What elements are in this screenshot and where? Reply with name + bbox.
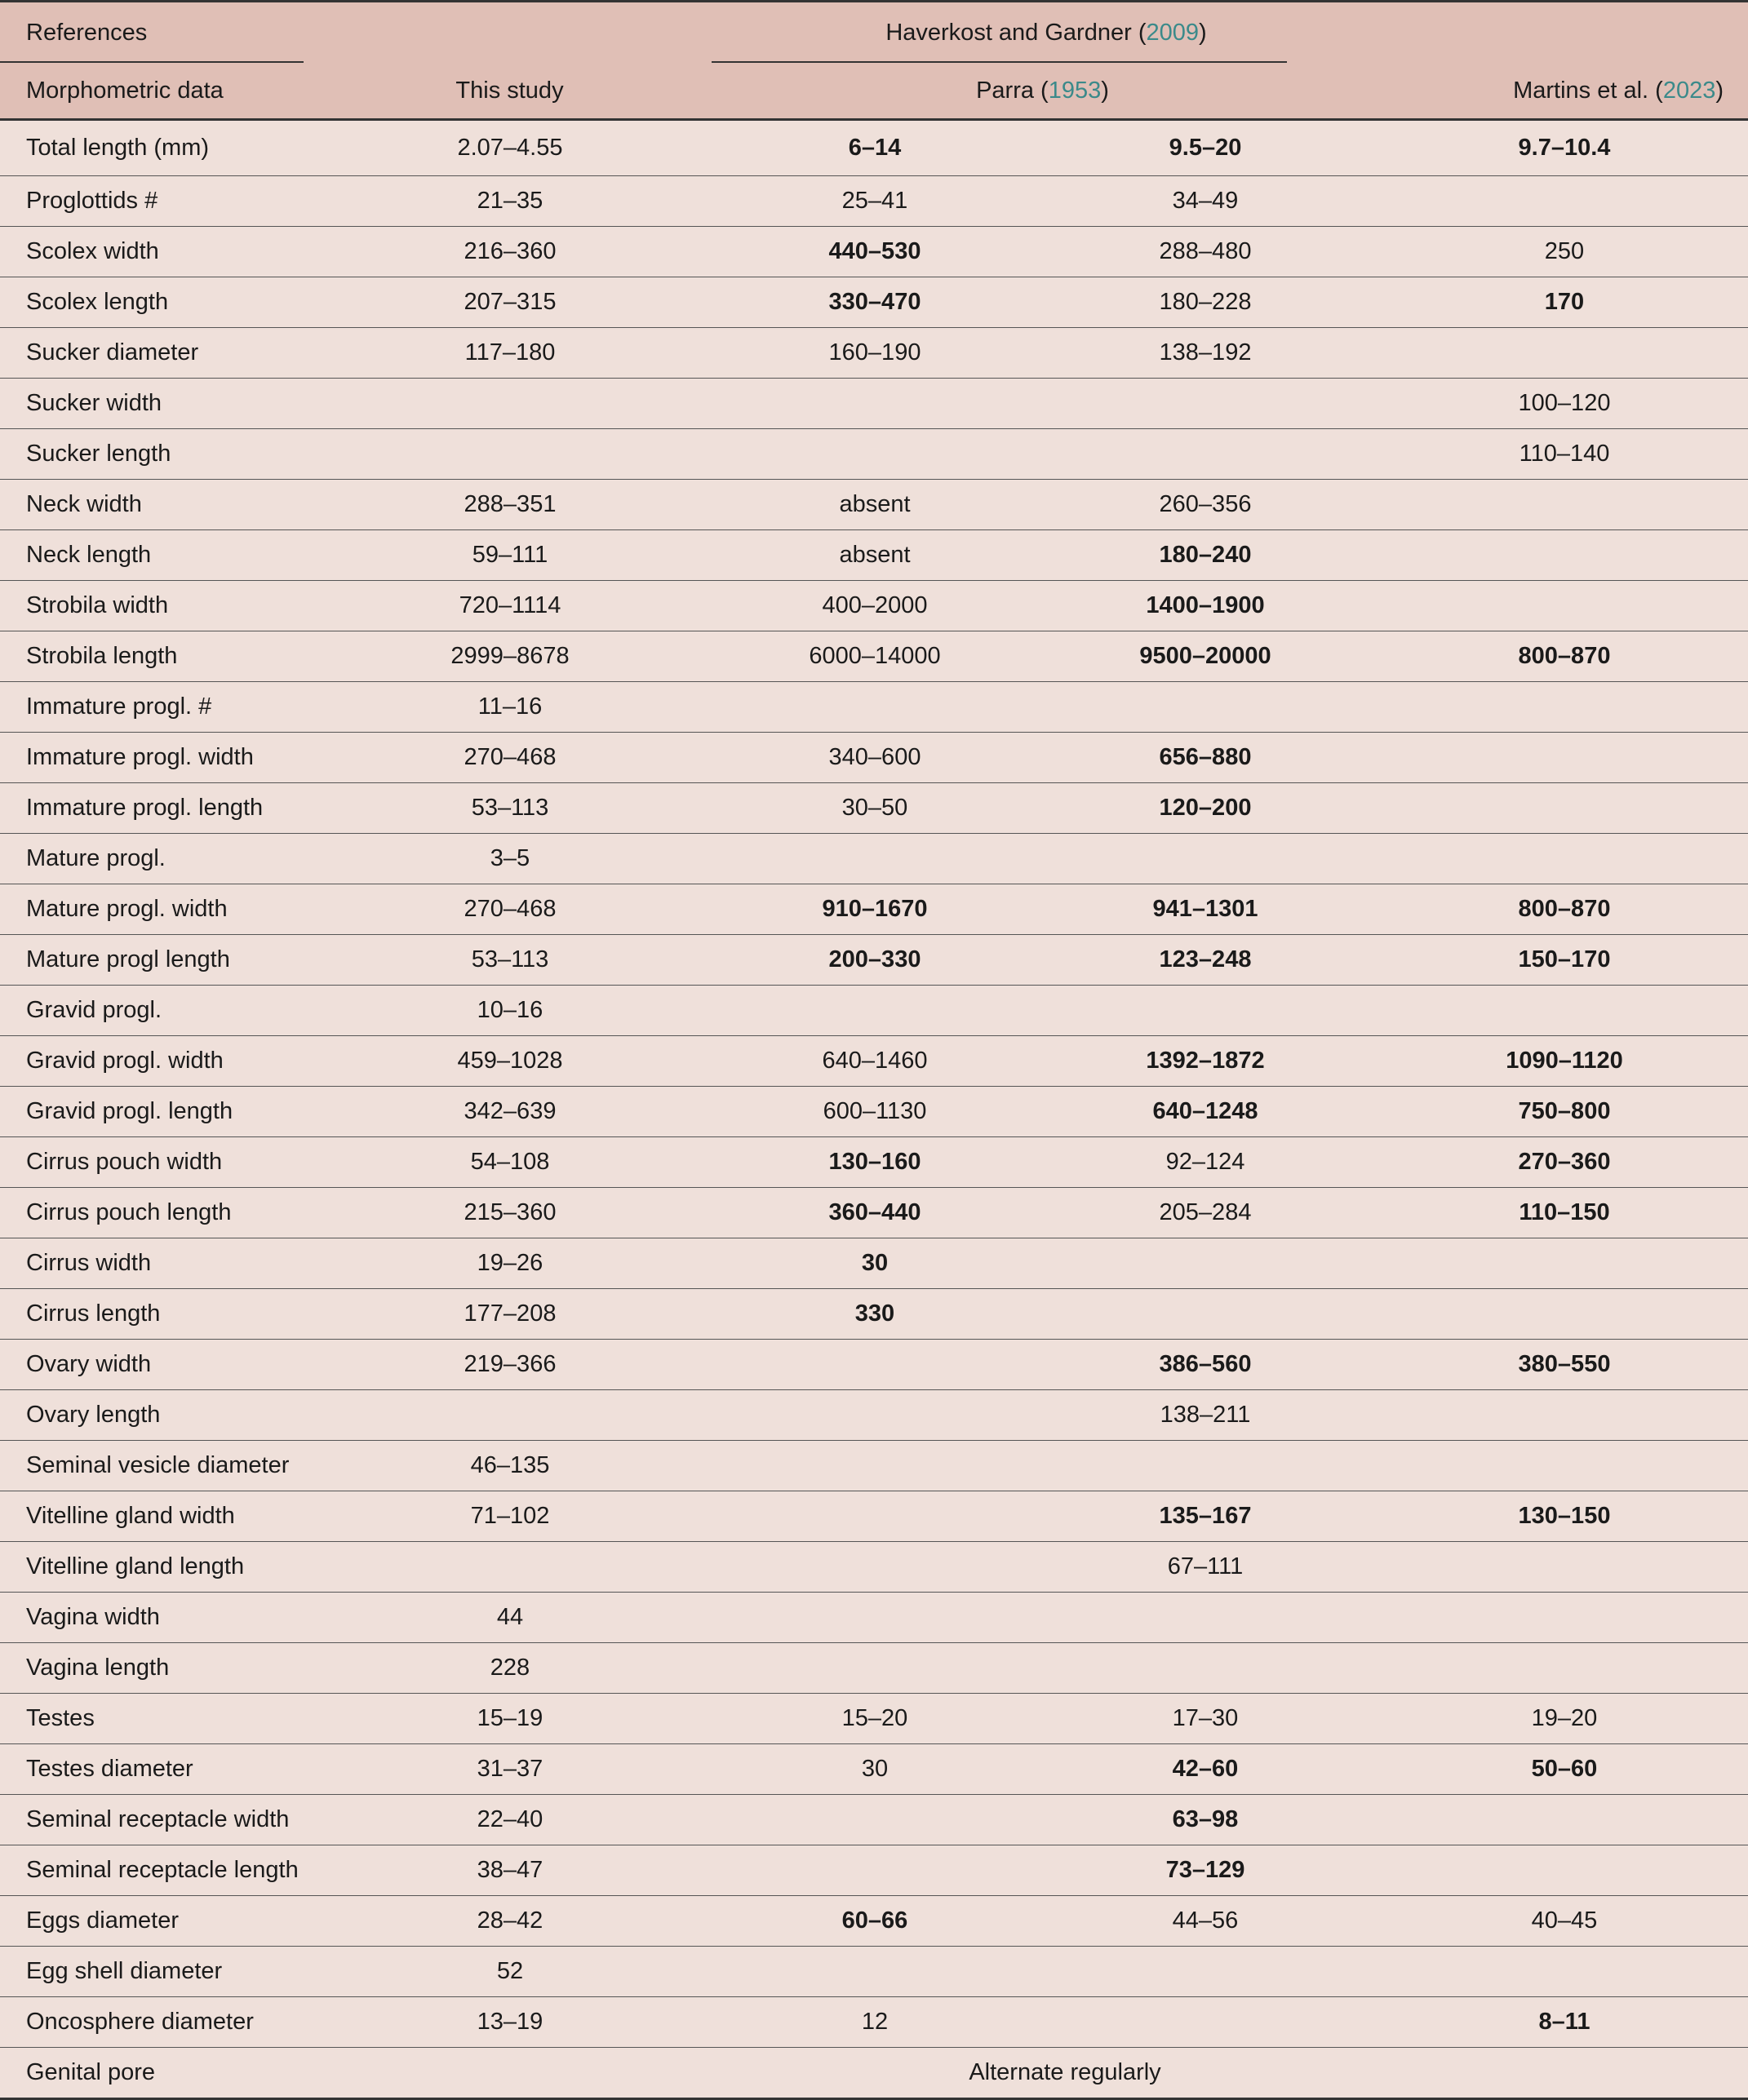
this-study-cell: 3–5 bbox=[308, 834, 712, 884]
row-label: Proglottids # bbox=[0, 176, 308, 227]
parra-cell-b bbox=[1038, 1643, 1381, 1694]
row-label: Cirrus pouch length bbox=[0, 1188, 308, 1238]
this-study-cell: 38–47 bbox=[308, 1845, 712, 1896]
martins-cell: 170 bbox=[1381, 277, 1748, 328]
parra-cell-a: 25–41 bbox=[712, 176, 1038, 227]
row-label: Ovary length bbox=[0, 1390, 308, 1441]
parra-cell-b: 205–284 bbox=[1038, 1188, 1381, 1238]
parra-cell-b: 138–192 bbox=[1038, 328, 1381, 379]
this-study-cell: 459–1028 bbox=[308, 1036, 712, 1087]
parra-cell-b: 9.5–20 bbox=[1038, 120, 1381, 176]
this-study-cell: 11–16 bbox=[308, 682, 712, 733]
parra-cell-b: 260–356 bbox=[1038, 480, 1381, 530]
row-label: Gravid progl. width bbox=[0, 1036, 308, 1087]
this-study-cell: 71–102 bbox=[308, 1491, 712, 1542]
parra-cell-b: 135–167 bbox=[1038, 1491, 1381, 1542]
parra-cell-b: 92–124 bbox=[1038, 1137, 1381, 1188]
parra-cell-a: 330 bbox=[712, 1289, 1038, 1340]
this-study-cell: 207–315 bbox=[308, 277, 712, 328]
martins-cell bbox=[1381, 733, 1748, 783]
parra-cell-b: 34–49 bbox=[1038, 176, 1381, 227]
martins-cell bbox=[1381, 176, 1748, 227]
table-row bbox=[0, 1542, 1748, 1593]
martins-cell bbox=[1381, 480, 1748, 530]
table-row bbox=[0, 1340, 1748, 1390]
table-row bbox=[0, 1238, 1748, 1289]
parra-cell-a: 30 bbox=[712, 1744, 1038, 1795]
this-study-cell: 720–1114 bbox=[308, 581, 712, 631]
row-label: Strobila width bbox=[0, 581, 308, 631]
parra-cell-b: 180–228 bbox=[1038, 277, 1381, 328]
parra-cell-a bbox=[712, 986, 1038, 1036]
martins-cell: 750–800 bbox=[1381, 1087, 1748, 1137]
martins-cell: 19–20 bbox=[1381, 1694, 1748, 1744]
table-row bbox=[0, 1643, 1748, 1694]
martins-cell bbox=[1381, 1643, 1748, 1694]
parra-cell-b: 67–111 bbox=[1038, 1542, 1381, 1593]
row-label: Mature progl. bbox=[0, 834, 308, 884]
this-study-cell: 21–35 bbox=[308, 176, 712, 227]
table-row bbox=[0, 1997, 1748, 2048]
this-study-cell: 2.07–4.55 bbox=[308, 120, 712, 176]
table-row bbox=[0, 120, 1748, 176]
table-row bbox=[0, 1188, 1748, 1238]
this-study-cell: 54–108 bbox=[308, 1137, 712, 1188]
row-label: Mature progl. width bbox=[0, 884, 308, 935]
parra-cell-a: 30–50 bbox=[712, 783, 1038, 834]
parra-cell-a: 15–20 bbox=[712, 1694, 1038, 1744]
parra-cell-a bbox=[712, 1795, 1038, 1845]
this-study-cell: 270–468 bbox=[308, 733, 712, 783]
this-study-cell: 19–26 bbox=[308, 1238, 712, 1289]
table-row bbox=[0, 1087, 1748, 1137]
table-row bbox=[0, 935, 1748, 986]
parra-cell-a bbox=[712, 429, 1038, 480]
martins-cell: 9.7–10.4 bbox=[1381, 120, 1748, 176]
martins-cell: 130–150 bbox=[1381, 1491, 1748, 1542]
martins-cell: 40–45 bbox=[1381, 1896, 1748, 1947]
parra-cell-a: 340–600 bbox=[712, 733, 1038, 783]
parra-cell-a: absent bbox=[712, 480, 1038, 530]
this-study-cell: 15–19 bbox=[308, 1694, 712, 1744]
row-label: Gravid progl. bbox=[0, 986, 308, 1036]
table-row bbox=[0, 1289, 1748, 1340]
row-label: Vagina length bbox=[0, 1643, 308, 1694]
martins-cell: 150–170 bbox=[1381, 935, 1748, 986]
parra-cell-a bbox=[712, 1643, 1038, 1694]
parra-cell-b: 44–56 bbox=[1038, 1896, 1381, 1947]
parra-cell-b: 42–60 bbox=[1038, 1744, 1381, 1795]
table-row bbox=[0, 733, 1748, 783]
parra-cell-b: 656–880 bbox=[1038, 733, 1381, 783]
martins-cell bbox=[1381, 1390, 1748, 1441]
parra-cell-a: 330–470 bbox=[712, 277, 1038, 328]
row-label: Sucker width bbox=[0, 379, 308, 429]
this-study-cell: 53–113 bbox=[308, 935, 712, 986]
references-header: References bbox=[0, 2, 308, 64]
parra-cell-a bbox=[712, 1491, 1038, 1542]
row-label: Seminal receptacle width bbox=[0, 1795, 308, 1845]
martins-cell bbox=[1381, 1542, 1748, 1593]
row-label: Ovary width bbox=[0, 1340, 308, 1390]
this-study-cell: 53–113 bbox=[308, 783, 712, 834]
martins-cell bbox=[1381, 1289, 1748, 1340]
parra-cell-a bbox=[712, 834, 1038, 884]
parra-cell-a bbox=[712, 1542, 1038, 1593]
parra-cell-b: 1400–1900 bbox=[1038, 581, 1381, 631]
parra-cell-a bbox=[712, 379, 1038, 429]
table-row bbox=[0, 1593, 1748, 1643]
this-study-cell: 59–111 bbox=[308, 530, 712, 581]
this-study-cell bbox=[308, 1390, 712, 1441]
table-row bbox=[0, 1744, 1748, 1795]
this-study-cell: 117–180 bbox=[308, 328, 712, 379]
row-label: Genital pore bbox=[0, 2048, 308, 2099]
this-study-cell: 44 bbox=[308, 1593, 712, 1643]
parra-cell-b bbox=[1038, 986, 1381, 1036]
this-study-cell bbox=[308, 1542, 712, 1593]
row-label: Neck width bbox=[0, 480, 308, 530]
martins-cell bbox=[1381, 783, 1748, 834]
parra-cell-a: 600–1130 bbox=[712, 1087, 1038, 1137]
table-row bbox=[0, 1896, 1748, 1947]
table-row bbox=[0, 530, 1748, 581]
citation-link-1953[interactable]: 1953 bbox=[1048, 77, 1102, 104]
this-study-cell: 228 bbox=[308, 1643, 712, 1694]
this-study-cell: 10–16 bbox=[308, 986, 712, 1036]
table-row bbox=[0, 1845, 1748, 1896]
table-row bbox=[0, 1795, 1748, 1845]
martins-cell bbox=[1381, 581, 1748, 631]
row-label: Gravid progl. length bbox=[0, 1087, 308, 1137]
parra-cell-a: 200–330 bbox=[712, 935, 1038, 986]
martins-cell: 270–360 bbox=[1381, 1137, 1748, 1188]
martins-cell: 1090–1120 bbox=[1381, 1036, 1748, 1087]
table-row bbox=[0, 1694, 1748, 1744]
this-study-cell: 52 bbox=[308, 1947, 712, 1997]
parra-cell-a: 60–66 bbox=[712, 1896, 1038, 1947]
parra-cell-a bbox=[712, 1390, 1038, 1441]
parra-cell-b: 17–30 bbox=[1038, 1694, 1381, 1744]
this-study-cell: 177–208 bbox=[308, 1289, 712, 1340]
this-study-cell: 216–360 bbox=[308, 227, 712, 277]
table-row bbox=[0, 884, 1748, 935]
table-row bbox=[0, 277, 1748, 328]
this-study-cell bbox=[308, 379, 712, 429]
parra-cell-b bbox=[1038, 1947, 1381, 1997]
morphometric-data-header: Morphometric data bbox=[0, 63, 308, 120]
parra-cell-a: 400–2000 bbox=[712, 581, 1038, 631]
table-row bbox=[0, 1491, 1748, 1542]
parra-cell-a bbox=[712, 1441, 1038, 1491]
martins-cell bbox=[1381, 834, 1748, 884]
row-label: Testes diameter bbox=[0, 1744, 308, 1795]
martins-cell bbox=[1381, 1441, 1748, 1491]
row-label: Eggs diameter bbox=[0, 1896, 308, 1947]
parra-cell-a: 360–440 bbox=[712, 1188, 1038, 1238]
header-row-columns bbox=[0, 63, 1748, 120]
this-study-cell: 46–135 bbox=[308, 1441, 712, 1491]
martins-cell bbox=[1381, 1238, 1748, 1289]
parra-cell-b bbox=[1038, 834, 1381, 884]
row-label: Vagina width bbox=[0, 1593, 308, 1643]
row-label: Mature progl length bbox=[0, 935, 308, 986]
parra-cell-b: 123–248 bbox=[1038, 935, 1381, 986]
row-label: Seminal vesicle diameter bbox=[0, 1441, 308, 1491]
martins-cell bbox=[1381, 1947, 1748, 1997]
parra-cell-b: 1392–1872 bbox=[1038, 1036, 1381, 1087]
parra-cell-a: 6000–14000 bbox=[712, 631, 1038, 682]
this-study-header: This study bbox=[308, 63, 712, 120]
martins-cell: 100–120 bbox=[1381, 379, 1748, 429]
parra-cell-b: 120–200 bbox=[1038, 783, 1381, 834]
row-label: Neck length bbox=[0, 530, 308, 581]
martins-cell: 800–870 bbox=[1381, 884, 1748, 935]
parra-cell-a: 130–160 bbox=[712, 1137, 1038, 1188]
parra-cell-a: 640–1460 bbox=[712, 1036, 1038, 1087]
row-label: Total length (mm) bbox=[0, 120, 308, 176]
row-label: Sucker length bbox=[0, 429, 308, 480]
row-label: Immature progl. length bbox=[0, 783, 308, 834]
table-row bbox=[0, 480, 1748, 530]
this-study-cell: 342–639 bbox=[308, 1087, 712, 1137]
parra-cell-a: 30 bbox=[712, 1238, 1038, 1289]
this-study-cell: 22–40 bbox=[308, 1795, 712, 1845]
table-row bbox=[0, 429, 1748, 480]
parra-cell-b: 941–1301 bbox=[1038, 884, 1381, 935]
row-label: Testes bbox=[0, 1694, 308, 1744]
table-row bbox=[0, 1947, 1748, 1997]
this-study-cell: 270–468 bbox=[308, 884, 712, 935]
table-row-genital-pore bbox=[0, 2048, 1748, 2099]
this-study-cell: 2999–8678 bbox=[308, 631, 712, 682]
table-row bbox=[0, 1036, 1748, 1087]
martins-cell bbox=[1381, 1845, 1748, 1896]
table-row bbox=[0, 1390, 1748, 1441]
table-row bbox=[0, 1441, 1748, 1491]
header-row-references bbox=[0, 2, 1748, 64]
genital-pore-value: Alternate regularly bbox=[308, 2048, 1748, 2099]
martins-cell: 110–140 bbox=[1381, 429, 1748, 480]
martins-cell: 110–150 bbox=[1381, 1188, 1748, 1238]
parra-cell-a bbox=[712, 1845, 1038, 1896]
martins-cell bbox=[1381, 1795, 1748, 1845]
martins-cell: 250 bbox=[1381, 227, 1748, 277]
martins-cell: 50–60 bbox=[1381, 1744, 1748, 1795]
parra-cell-b bbox=[1038, 429, 1381, 480]
row-label: Strobila length bbox=[0, 631, 308, 682]
this-study-cell: 28–42 bbox=[308, 1896, 712, 1947]
table-body bbox=[0, 120, 1748, 2099]
parra-cell-b: 63–98 bbox=[1038, 1795, 1381, 1845]
parra-cell-b: 73–129 bbox=[1038, 1845, 1381, 1896]
parra-cell-b: 180–240 bbox=[1038, 530, 1381, 581]
row-label: Vitelline gland length bbox=[0, 1542, 308, 1593]
parra-cell-b bbox=[1038, 1997, 1381, 2048]
this-study-cell: 31–37 bbox=[308, 1744, 712, 1795]
table-row bbox=[0, 379, 1748, 429]
parra-cell-a bbox=[712, 1947, 1038, 1997]
table-row bbox=[0, 783, 1748, 834]
haverkost-gardner-header: Haverkost and Gardner (2009) bbox=[712, 2, 1381, 64]
parra-cell-a: 12 bbox=[712, 1997, 1038, 2048]
parra-cell-b bbox=[1038, 1441, 1381, 1491]
parra-cell-a bbox=[712, 682, 1038, 733]
table-row bbox=[0, 834, 1748, 884]
citation-link-2023[interactable]: 2023 bbox=[1662, 77, 1716, 104]
martins-cell bbox=[1381, 1593, 1748, 1643]
parra-cell-b: 288–480 bbox=[1038, 227, 1381, 277]
table-row bbox=[0, 1137, 1748, 1188]
parra-cell-b bbox=[1038, 379, 1381, 429]
row-label: Scolex length bbox=[0, 277, 308, 328]
parra-cell-b: 640–1248 bbox=[1038, 1087, 1381, 1137]
martins-cell: 8–11 bbox=[1381, 1997, 1748, 2048]
parra-cell-a: 440–530 bbox=[712, 227, 1038, 277]
row-label: Egg shell diameter bbox=[0, 1947, 308, 1997]
table-row bbox=[0, 227, 1748, 277]
parra-cell-a: 160–190 bbox=[712, 328, 1038, 379]
this-study-cell: 288–351 bbox=[308, 480, 712, 530]
table-row bbox=[0, 581, 1748, 631]
parra-cell-a bbox=[712, 1593, 1038, 1643]
parra-cell-b: 138–211 bbox=[1038, 1390, 1381, 1441]
row-label: Sucker diameter bbox=[0, 328, 308, 379]
row-label: Scolex width bbox=[0, 227, 308, 277]
row-label: Cirrus length bbox=[0, 1289, 308, 1340]
table-row bbox=[0, 631, 1748, 682]
martins-cell bbox=[1381, 986, 1748, 1036]
citation-link-2009[interactable]: 2009 bbox=[1146, 19, 1199, 46]
martins-cell bbox=[1381, 530, 1748, 581]
row-label: Oncosphere diameter bbox=[0, 1997, 308, 2048]
this-study-cell: 215–360 bbox=[308, 1188, 712, 1238]
parra-cell-a: 6–14 bbox=[712, 120, 1038, 176]
table-row bbox=[0, 328, 1748, 379]
martins-cell: 800–870 bbox=[1381, 631, 1748, 682]
row-label: Immature progl. # bbox=[0, 682, 308, 733]
row-label: Immature progl. width bbox=[0, 733, 308, 783]
parra-cell-b: 386–560 bbox=[1038, 1340, 1381, 1390]
row-label: Seminal receptacle length bbox=[0, 1845, 308, 1896]
row-label: Cirrus pouch width bbox=[0, 1137, 308, 1188]
parra-header: Parra (1953) bbox=[712, 63, 1381, 120]
parra-cell-a bbox=[712, 1340, 1038, 1390]
table-row bbox=[0, 176, 1748, 227]
table-row bbox=[0, 682, 1748, 733]
parra-cell-b: 9500–20000 bbox=[1038, 631, 1381, 682]
parra-cell-b bbox=[1038, 1593, 1381, 1643]
martins-cell: 380–550 bbox=[1381, 1340, 1748, 1390]
row-label: Cirrus width bbox=[0, 1238, 308, 1289]
this-study-cell: 219–366 bbox=[308, 1340, 712, 1390]
table-row bbox=[0, 986, 1748, 1036]
parra-cell-a: 910–1670 bbox=[712, 884, 1038, 935]
parra-cell-b bbox=[1038, 1238, 1381, 1289]
martins-cell bbox=[1381, 682, 1748, 733]
parra-cell-b bbox=[1038, 682, 1381, 733]
martins-cell bbox=[1381, 328, 1748, 379]
row-label: Vitelline gland width bbox=[0, 1491, 308, 1542]
parra-cell-b bbox=[1038, 1289, 1381, 1340]
martins-header: Martins et al. (2023) bbox=[1381, 63, 1748, 120]
this-study-cell bbox=[308, 429, 712, 480]
parra-cell-a: absent bbox=[712, 530, 1038, 581]
this-study-cell: 13–19 bbox=[308, 1997, 712, 2048]
